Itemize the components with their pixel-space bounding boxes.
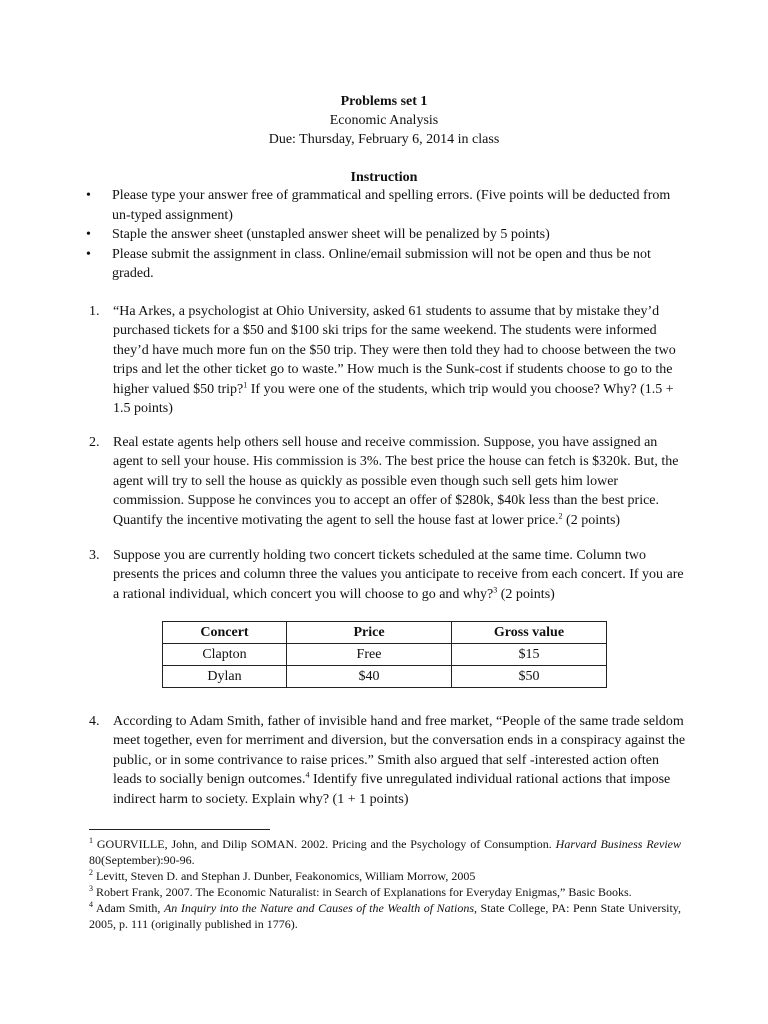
question-text-cont: (2 points) <box>562 512 621 528</box>
footnote-journal: Harvard Business Review <box>555 837 681 851</box>
question-1 <box>89 302 689 418</box>
table-cell: Free <box>287 644 452 666</box>
footnote-mark: 4 <box>89 900 93 909</box>
question-number: 3. <box>89 548 100 563</box>
footnote-mark: 1 <box>89 836 93 845</box>
footnote-ref: 4 <box>305 770 310 780</box>
footnote-mark: 2 <box>89 868 93 877</box>
due-date: Due: Thursday, February 6, 2014 in class <box>268 132 500 147</box>
bullet-icon: • <box>86 188 91 203</box>
bullet-icon: • <box>86 227 91 242</box>
table-cell: $15 <box>452 644 607 666</box>
footnote-text: Levitt, Steven D. and Stephan J. Dunber, Feakonomics, William Morrow, 2005 <box>93 869 476 883</box>
instruction-text: Please submit the assignment in class. Online/email submission will not be open and thus be not graded. <box>112 246 651 281</box>
footnote-text: Adam Smith, <box>93 901 164 915</box>
instruction-heading: Instruction <box>350 170 418 185</box>
footnote-mark: 3 <box>89 884 93 893</box>
footnotes <box>89 836 681 932</box>
footnote-text-cont: 80(September):90-96. <box>89 853 195 867</box>
footnote-4 <box>89 900 681 932</box>
footnote-1 <box>89 836 681 868</box>
footnote-ref: 2 <box>558 510 563 520</box>
table-row <box>163 666 607 688</box>
instruction-list <box>86 186 686 284</box>
question-3 <box>89 546 689 604</box>
course-name: Economic Analysis <box>329 113 439 128</box>
question-text: Suppose you are currently holding two concert tickets scheduled at the same time. Column two presents the prices and column three the values you anticipate to receive from each concert. If you are a rational individual, which concert you will choose to go and why? <box>113 548 684 602</box>
column-header: Concert <box>163 622 287 644</box>
instruction-text: Staple the answer sheet (unstapled answer sheet will be penalized by 5 points) <box>112 227 550 242</box>
footnote-text-cont: , State College, PA: Penn State University, 2005, p. 111 (originally published in 1776). <box>89 901 681 931</box>
list-item <box>86 186 686 225</box>
question-2 <box>89 433 689 530</box>
question-text: “Ha Arkes, a psychologist at Ohio University, asked 61 students to assume that by mistake they’d purchased tickets for a $50 and $100 ski trips for the same weekend. The students were informed they’d have much more fun on the $50 trip. They were then told they had to choose between the two trips and let the other ticket go to waste.” How much is the Sunk-cost if students choose to go to the higher valued $50 trip? <box>113 304 676 397</box>
footnote-text: Robert Frank, 2007. The Economic Naturalist: in Search of Explanations for Everyday Enigmas,” Basic Books. <box>93 885 632 899</box>
page-title: Problems set 1 <box>340 94 428 109</box>
table-cell: Dylan <box>163 666 287 688</box>
question-4 <box>89 712 689 809</box>
instruction-text: Please type your answer free of grammatical and spelling errors. (Five points will be deducted from un-typed assignment) <box>112 188 671 223</box>
question-text-cont: (2 points) <box>497 586 555 602</box>
table-row <box>163 644 607 666</box>
table-cell: Clapton <box>163 644 287 666</box>
question-number: 1. <box>89 304 100 319</box>
list-item <box>86 245 686 284</box>
footnote-ref: 1 <box>243 379 248 389</box>
bullet-icon: • <box>86 246 91 262</box>
footnote-3 <box>89 884 681 900</box>
table-cell: $50 <box>452 666 607 688</box>
concert-table <box>162 621 607 688</box>
table-cell: $40 <box>287 666 452 688</box>
question-text-cont: If you were one of the students, which trip would you choose? Why? (1.5 + 1.5 points) <box>113 381 674 417</box>
column-header: Gross value <box>452 622 607 644</box>
list-item <box>86 225 686 245</box>
footnote-divider <box>89 829 270 830</box>
footnote-ref: 3 <box>493 585 498 595</box>
question-text-cont: Identify five unregulated individual rational actions that impose indirect harm to society. Explain why? (1 + 1 points) <box>113 772 671 807</box>
question-number: 2. <box>89 435 100 450</box>
footnote-text: GOURVILLE, John, and Dilip SOMAN. 2002. Pricing and the Psychology of Consumption. <box>93 837 556 851</box>
question-text: Real estate agents help others sell house and receive commission. Suppose, you have assigned an agent to sell your house. His commission is 3%. The best price the house can fetch is $320k. But, the agent will try to sell the house as quickly as possible even though such sell gets him lower commission. Suppose he convinces you to accept an offer of $280k, $40k less than the best price. Quantify the incentive motivating the agent to sell the house fast at lower price. <box>113 435 679 528</box>
footnote-2 <box>89 868 681 884</box>
question-text: According to Adam Smith, father of invisible hand and free market, “People of the same trade seldom meet together, even for merriment and diversion, but the conversation ends in a conspiracy against the public, or in some contrivance to raise prices.” Smith also argued that self -interested action often leads to socially benign outcomes. <box>113 714 686 788</box>
column-header: Price <box>287 622 452 644</box>
question-number: 4. <box>89 714 100 729</box>
table-header-row <box>163 622 607 644</box>
footnote-book-title: An Inquiry into the Nature and Causes of the Wealth of Nations <box>163 901 474 915</box>
